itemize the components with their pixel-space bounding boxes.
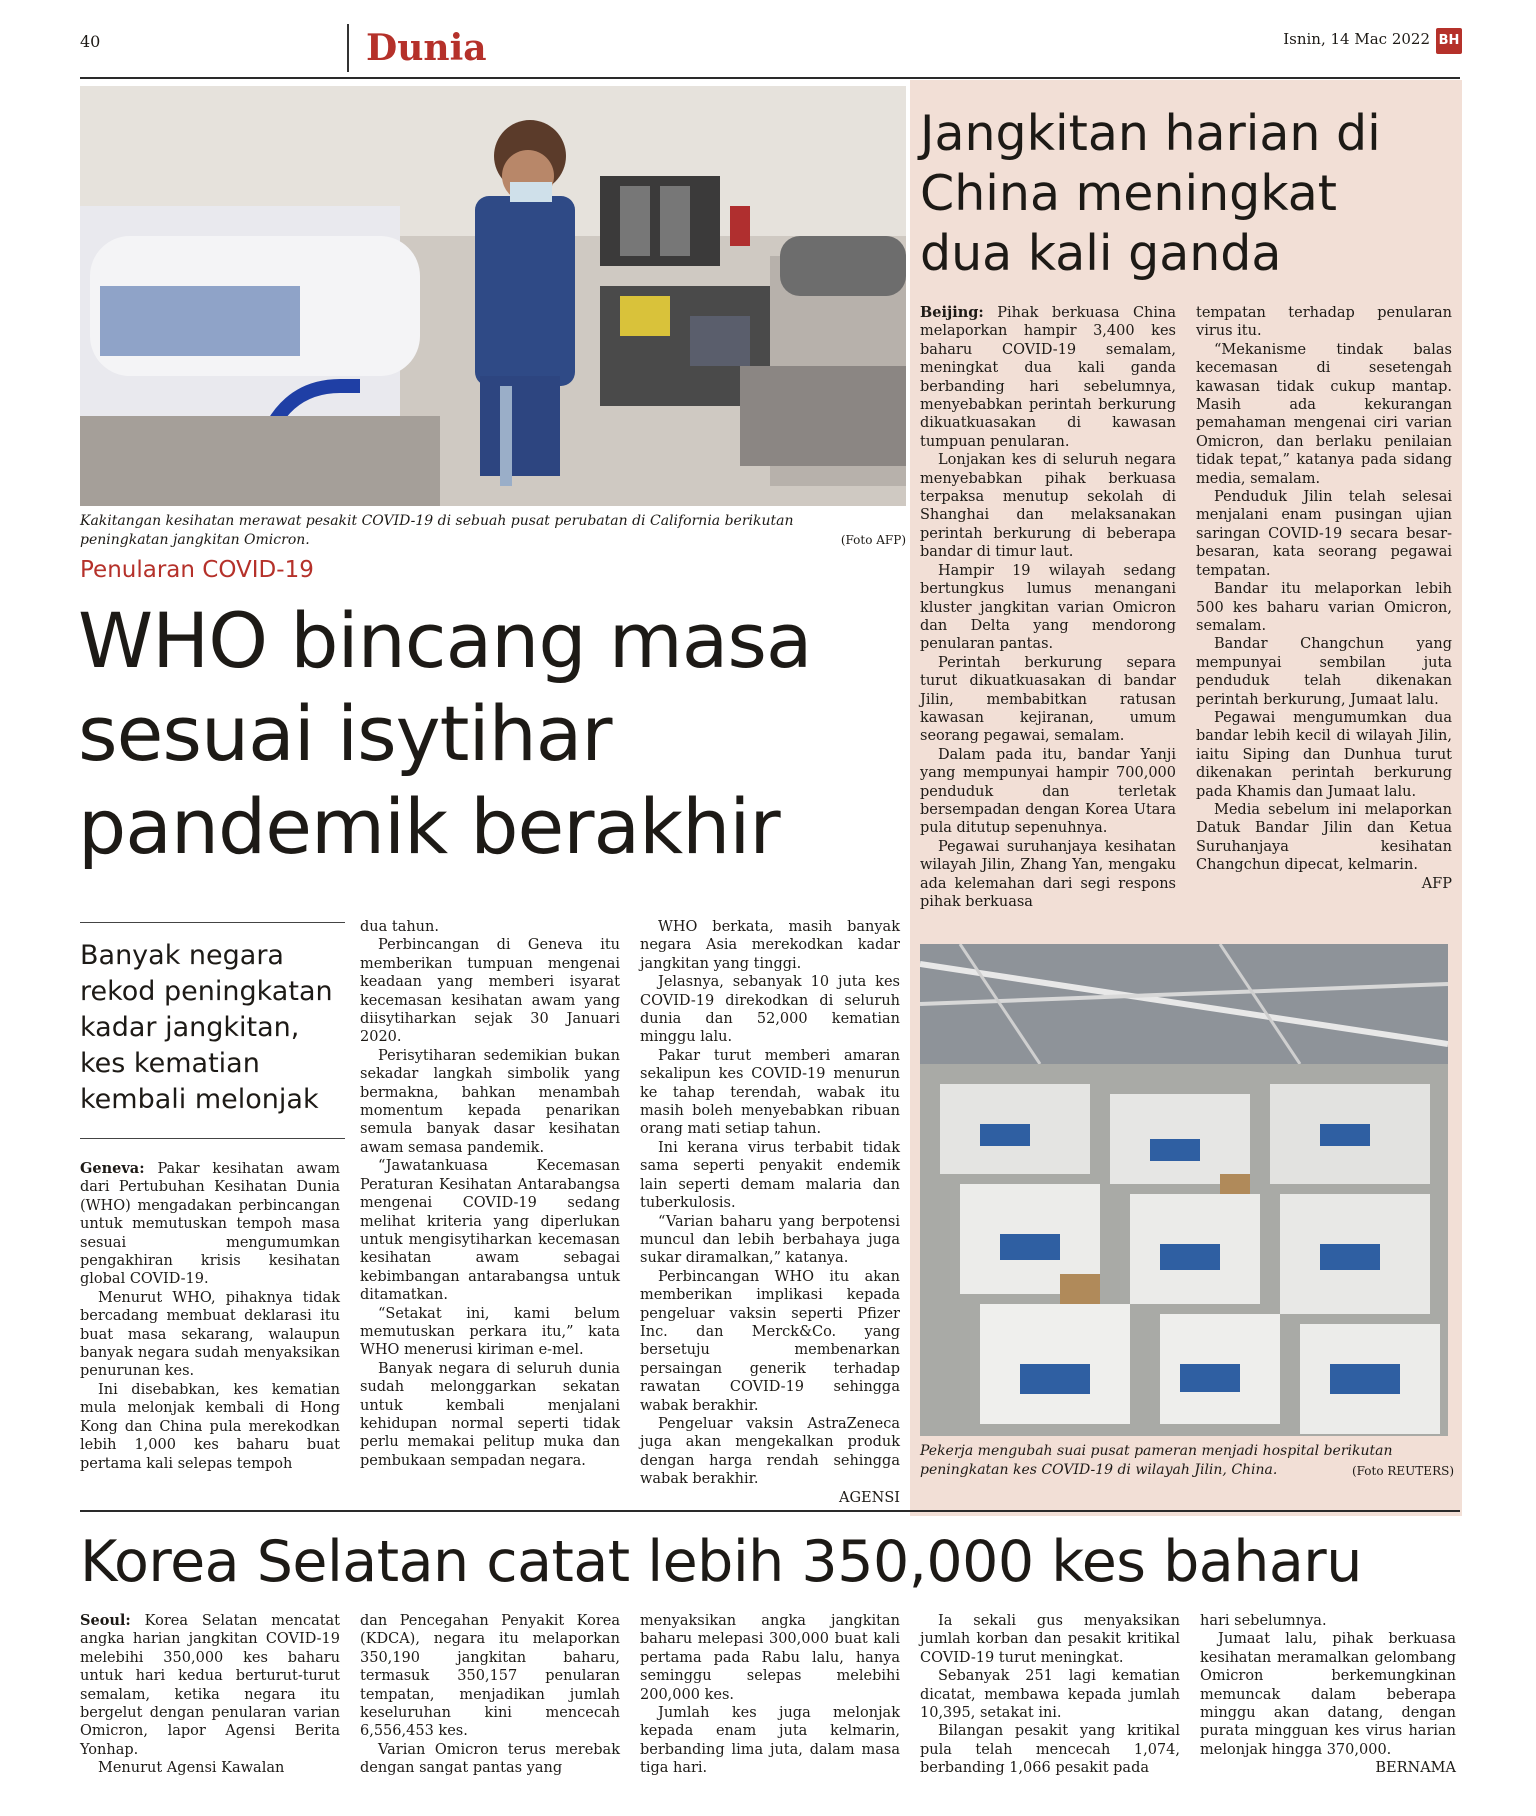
main-signoff: AGENSI bbox=[839, 1489, 900, 1506]
main-col3-para: Ini kerana virus terbabit tidak sama seperti penyakit endemik lain seperti demam malaria dan tuberkulosis. bbox=[640, 1139, 900, 1212]
china-dateline: Beijing: bbox=[920, 304, 984, 321]
korea-col3-para: Jumlah kes juga melonjak kepada enam juta kelmarin, berbanding lima juta, dalam masa tiga hari. bbox=[640, 1705, 900, 1777]
korea-col3-para: menyaksikan angka jangkitan baharu melepasi 300,000 buat kali pertama pada Rabu lalu, hanya seminggu selepas melebihi 200,000 kes. bbox=[640, 1613, 900, 1703]
korea-col2-para: dan Pencegahan Penyakit Korea (KDCA), negara itu melaporkan 350,190 jangkitan baharu, termasuk 350,157 penularan tempatan, menjadikan jumlah keseluruhan kini mencecah 6,556,453 kes. bbox=[360, 1613, 620, 1740]
main-story-column-1 bbox=[80, 1160, 340, 1473]
field-hospital-photo bbox=[920, 944, 1448, 1436]
china-col2-para: Penduduk Jilin telah selesai menjalani enam pusingan ujian saringan COVID-19 secara besar-besaran, kata seorang pegawai tempatan. bbox=[1196, 489, 1452, 579]
china-headline: Jangkitan harian di China meningkat dua kali ganda bbox=[920, 105, 1381, 282]
main-col2-para: “Setakat ini, kami belum memutuskan perkara itu,” kata WHO menerusi kiriman e-mel. bbox=[360, 1305, 620, 1359]
main-col1-para: Menurut WHO, pihaknya tidak bercadang membuat deklarasi itu buat masa sekarang, walaupun banyak negara sudah menyaksikan penurunan kes. bbox=[80, 1289, 340, 1380]
china-col2-para: Bandar Changchun yang mempunyai sembilan juta penduduk telah dikenakan perintah berkurung, Jumaat lalu. bbox=[1196, 636, 1452, 708]
field-hospital-credit: (Foto REUTERS) bbox=[1351, 1464, 1454, 1478]
china-col1-para: Lonjakan kes di seluruh negara menyebabkan pihak berkuasa terpaksa menutup sekolah di Shanghai dan melaksanakan perintah berkurung di beberapa bandar di timur laut. bbox=[920, 452, 1176, 561]
main-col1-para: Ini disebabkan, kes kematian mula melonjak kembali di Hong Kong dan China pula merekodkan lebih 1,000 kes baharu buat pertama kali selepas tempoh bbox=[80, 1381, 340, 1472]
main-col3-para: Pengeluar vaksin AstraZeneca juga akan mengekalkan produk dengan harga rendah sehingga wabak berakhir. bbox=[640, 1415, 900, 1488]
korea-col1-para-1-text: Korea Selatan mencatat angka harian jangkitan COVID-19 melebihi 350,000 kes baharu untuk hari kedua berturut-turut semalam, ketika negara itu bergelut dengan penularan varian Omicron, lapor Agensi Berita Yonhap. bbox=[80, 1613, 341, 1758]
china-col2-para: Bandar itu melaporkan lebih 500 kes baharu varian Omicron, semalam. bbox=[1196, 581, 1452, 634]
middle-rule bbox=[80, 1510, 1460, 1512]
korea-story-column-3 bbox=[640, 1612, 900, 1778]
korea-col4-para: Sebanyak 251 lagi kematian dicatat, membawa kepada jumlah 10,395, setakat ini. bbox=[920, 1668, 1180, 1722]
china-col2-para: Media sebelum ini melaporkan Datuk Bandar Jilin dan Ketua Suruhanjaya kesihatan Changchun dipecat, kelmarin. bbox=[1196, 801, 1452, 874]
top-rule bbox=[80, 77, 1460, 79]
china-story-column-2 bbox=[1196, 304, 1452, 893]
china-col1-para: Pegawai suruhanjaya kesihatan wilayah Jilin, Zhang Yan, mengaku ada kelemahan dari segi respons pihak berkuasa bbox=[920, 838, 1176, 910]
china-story-column-1 bbox=[920, 304, 1176, 911]
main-dateline: Geneva: bbox=[80, 1160, 145, 1177]
main-col2-para: Perisytiharan sedemikian bukan sekadar langkah simbolik yang bermakna, bahkan menambah momentum kepada penarikan semula banyak dasar kesihatan awam semasa pandemik. bbox=[360, 1047, 620, 1156]
main-col3-para: Perbincangan WHO itu akan memberikan implikasi kepada pengeluar vaksin seperti Pfizer Inc. dan Merck&Co. yang bersetuju membenarkan persaingan generik terhadap rawatan COVID-19 sehingga wabak berakhir. bbox=[640, 1268, 900, 1414]
korea-col4-para: Bilangan pesakit yang kritikal pula telah mencecah 1,074, berbanding 1,066 pesakit pada bbox=[920, 1723, 1180, 1777]
hospital-photo bbox=[80, 86, 906, 506]
hospital-photo-credit: (Foto AFP) bbox=[840, 533, 906, 547]
korea-story-column-4 bbox=[920, 1612, 1180, 1778]
korea-col2-para: Varian Omicron terus merebak dengan sangat pantas yang bbox=[360, 1741, 620, 1777]
china-col2-para: “Mekanisme tindak balas kecemasan di sesetengah kawasan tidak cukup mantap. Masih ada kekurangan pemahaman mengenai ciri varian Omicron, dan berlaku penilaian tidak tepat,” katanya pada sidang media, semalam. bbox=[1196, 341, 1452, 487]
korea-col4-para: Ia sekali gus menyaksikan jumlah korban dan pesakit kritikal COVID-19 turut meningkat. bbox=[920, 1613, 1180, 1666]
china-col2-para: tempatan terhadap penularan virus itu. bbox=[1196, 305, 1452, 340]
main-col2-para: Perbincangan di Geneva itu memberikan tumpuan mengenai keadaan yang memberi isyarat kecemasan kesihatan awam yang diisytiharkan sejak 30 Januari 2020. bbox=[360, 937, 620, 1046]
korea-col1-para-1 bbox=[80, 1612, 340, 1759]
china-col1-para: Dalam pada itu, bandar Yanji yang mempunyai hampir 700,000 penduduk dan terletak bersempadan dengan Korea Utara pula ditutup sepenuhnya. bbox=[920, 746, 1176, 837]
section-title: Dunia bbox=[366, 27, 487, 69]
main-col3-para: Jelasnya, sebanyak 10 juta kes COVID-19 direkodkan di seluruh dunia dan 52,000 kematian minggu lalu. bbox=[640, 974, 900, 1046]
page-number: 40 bbox=[80, 32, 101, 51]
korea-story-column-2 bbox=[360, 1612, 620, 1778]
subhead-rule-bottom bbox=[80, 1138, 345, 1139]
korea-signoff: BERNAMA bbox=[1375, 1760, 1456, 1777]
main-col3-para: Pakar turut memberi amaran sekalipun kes COVID-19 menurun ke tahap terendah, wabak itu masih boleh menyebabkan ribuan orang mati setiap tahun. bbox=[640, 1047, 900, 1138]
china-col1-para: Perintah berkurung separa turut dikuatkuasakan di bandar Jilin, membabitkan ratusan kawasan kejiranan, umum seorang pegawai, semalam. bbox=[920, 654, 1176, 745]
china-col1-para: Hampir 19 wilayah sedang bertungkus lumus menangani kluster jangkitan varian Omicron dan Delta yang mendorong penularan pantas. bbox=[920, 562, 1176, 653]
main-headline: WHO bincang masa sesuai isytihar pandemik berakhir bbox=[78, 596, 812, 871]
korea-dateline: Seoul: bbox=[80, 1612, 131, 1629]
main-col2-para: dua tahun. bbox=[360, 919, 439, 935]
field-hospital-caption: Pekerja mengubah suai pusat pameran menjadi hospital berikutan peningkatan kes COVID-19 di wilayah Jilin, China. bbox=[920, 1443, 1393, 1478]
china-signoff: AFP bbox=[1421, 875, 1452, 892]
main-col1-para-1-text: Pakar kesihatan awam dari Pertubuhan Kesihatan Dunia (WHO) mengadakan perbincangan untuk memutuskan tempoh masa sesuai mengumumkan pengakhiran krisis kesihatan global COVID-19. bbox=[80, 1161, 340, 1288]
korea-headline: Korea Selatan catat lebih 350,000 kes baharu bbox=[80, 1529, 1362, 1595]
korea-story-column-5 bbox=[1200, 1612, 1456, 1778]
main-story-column-2 bbox=[360, 918, 620, 1470]
main-col1-para-1 bbox=[80, 1160, 340, 1289]
korea-story-column-1 bbox=[80, 1612, 340, 1778]
main-col2-para: Banyak negara di seluruh dunia sudah melonggarkan sekatan untuk kembali menjalani kehidupan normal seperti tidak perlu memakai pelitup muka dan pembukaan sempadan negara. bbox=[360, 1360, 620, 1469]
story-kicker: Penularan COVID-19 bbox=[80, 557, 314, 583]
main-col3-para: “Varian baharu yang berpotensi muncul dan lebih berbahaya juga sukar diramalkan,” katanya. bbox=[640, 1213, 900, 1267]
main-col2-para: “Jawatankuasa Kecemasan Peraturan Kesihatan Antarabangsa mengenai COVID-19 sedang melihat kriteria yang diperlukan untuk mengisytiharkan kecemasan kesihatan awam sebagai kebimbangan antarabangsa untuk ditamatkan. bbox=[360, 1158, 620, 1304]
china-col1-para-1 bbox=[920, 304, 1176, 451]
main-story-column-3 bbox=[640, 918, 900, 1507]
korea-col5-para: hari sebelumnya. bbox=[1200, 1613, 1327, 1629]
hospital-photo-caption: Kakitangan kesihatan merawat pesakit COVID-19 di sebuah pusat perubatan di California berikutan peningkatan jangkitan Omicron. bbox=[80, 513, 794, 548]
korea-col5-para: Jumaat lalu, pihak berkuasa kesihatan meramalkan gelombang Omicron berkemungkinan memuncak dalam beberapa minggu akan datang, dengan purata mingguan kes virus harian melonjak hingga 370,000. bbox=[1200, 1631, 1456, 1758]
korea-col1-para: Menurut Agensi Kawalan bbox=[98, 1760, 285, 1777]
china-col2-para: Pegawai mengumumkan dua bandar lebih kecil di wilayah Jilin, iaitu Siping dan Dunhua turut dikenakan perintah berkurung pada Khamis dan Jumaat lalu. bbox=[1196, 709, 1452, 800]
masthead-divider bbox=[347, 24, 349, 72]
issue-date: Isnin, 14 Mac 2022 bbox=[1283, 30, 1430, 48]
bh-logo: BH bbox=[1436, 28, 1462, 54]
china-col1-para-1-text: Pihak berkuasa China melaporkan hampir 3,400 kes baharu COVID-19 semalam, meningkat dua kali ganda berbanding hari sebelumnya, menyebabkan perintah berkurung dikuatkuasakan di kawasan tumpuan penularan. bbox=[920, 305, 1176, 450]
subhead-rule-top bbox=[80, 922, 345, 923]
main-subhead: Banyak negara rekod peningkatan kadar jangkitan, kes kematian kembali melonjak bbox=[80, 940, 333, 1115]
main-col3-para: WHO berkata, masih banyak negara Asia merekodkan kadar jangkitan yang tinggi. bbox=[640, 919, 900, 972]
